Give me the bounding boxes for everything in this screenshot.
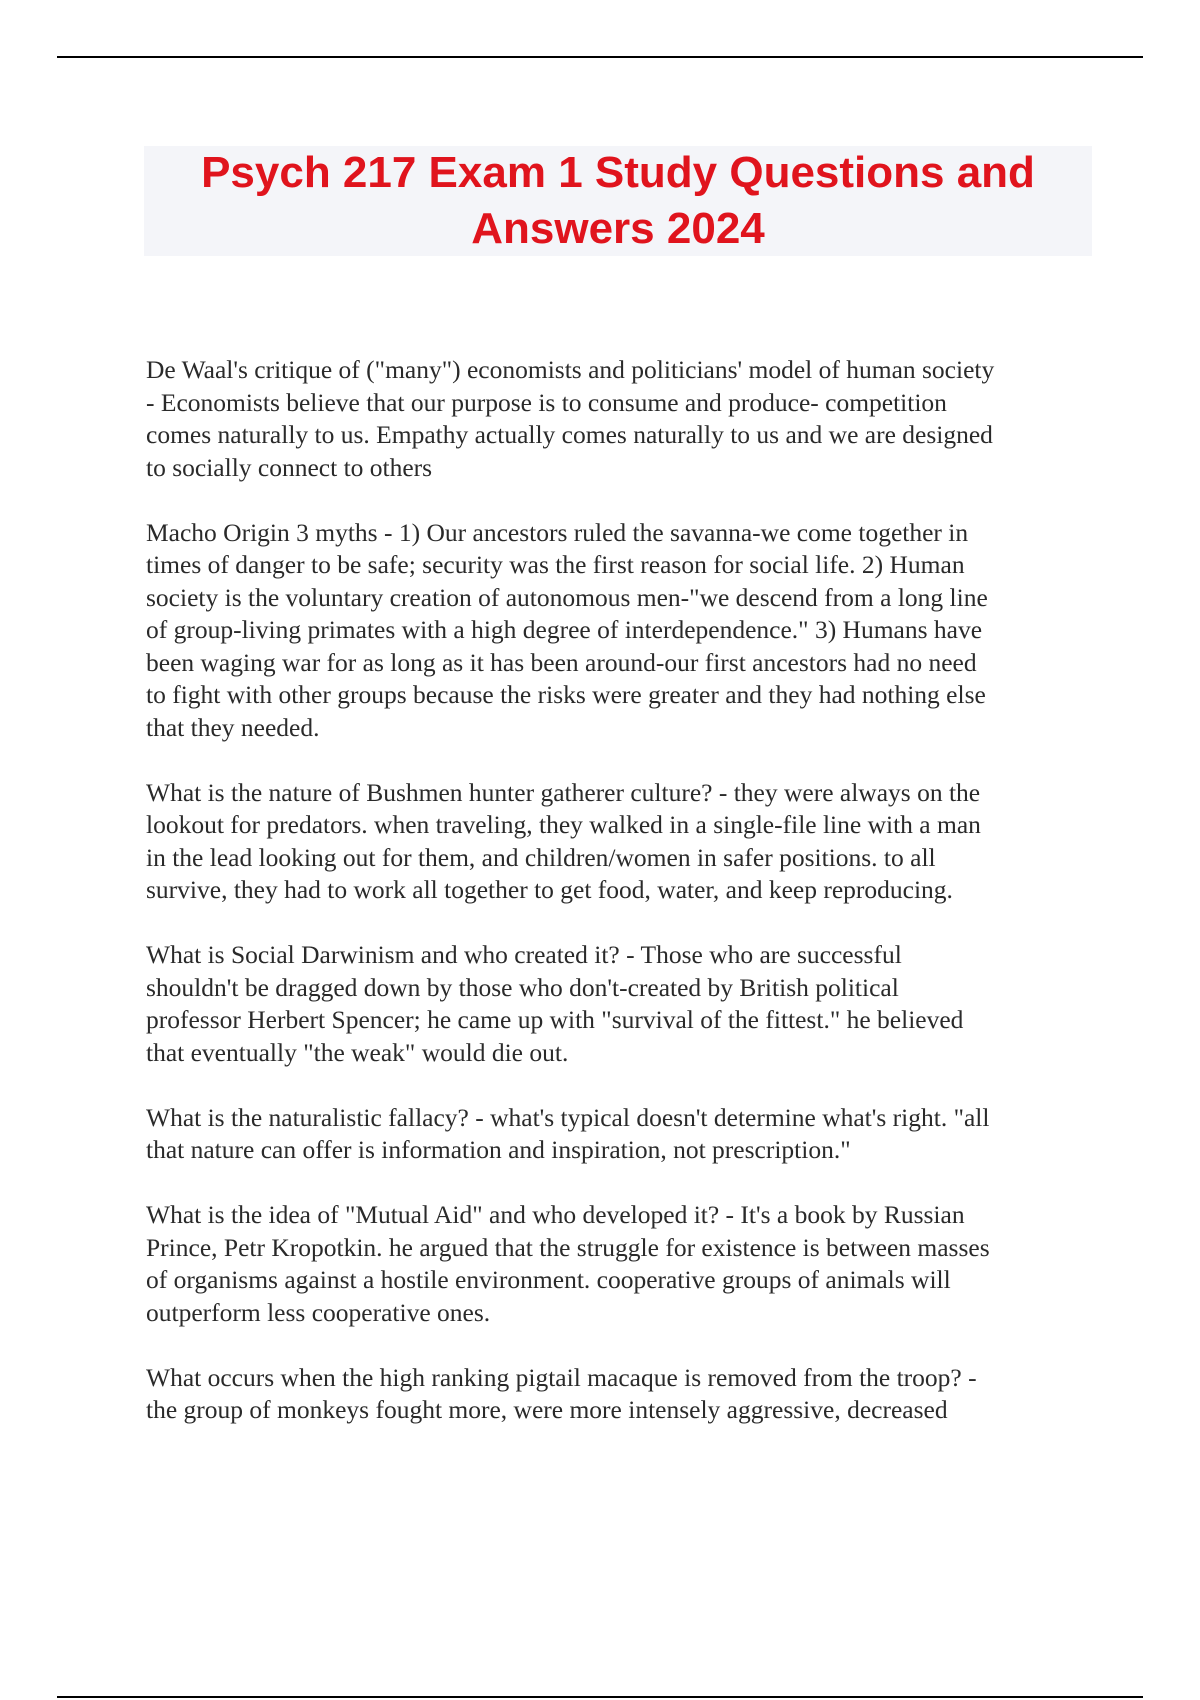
qa-line: society is the voluntary creation of autonomous men-"we descend from a long line bbox=[146, 582, 988, 612]
qa-line: that eventually "the weak" would die out. bbox=[146, 1037, 569, 1067]
qa-line: Prince, Petr Kropotkin. he argued that the struggle for existence is between masses bbox=[146, 1232, 990, 1262]
qa-line: comes naturally to us. Empathy actually comes naturally to us and we are designed bbox=[146, 420, 993, 449]
qa-line: of organisms against a hostile environment. cooperative groups of animals will bbox=[146, 1265, 951, 1294]
qa-item bbox=[146, 777, 1096, 907]
qa-item bbox=[146, 354, 1096, 484]
qa-item bbox=[146, 1199, 1096, 1329]
qa-line: of group-living primates with a high degree of interdependence." 3) Humans have bbox=[146, 615, 983, 644]
qa-line: What is the idea of "Mutual Aid" and who developed it? - It's a book by Russian bbox=[146, 1200, 965, 1229]
qa-line: in the lead looking out for them, and children/women in safer positions. to all bbox=[146, 842, 936, 872]
qa-line: What is Social Darwinism and who created it? - Those who are successful bbox=[146, 940, 902, 969]
qa-line: to fight with other groups because the risks were greater and they had nothing else bbox=[146, 680, 986, 709]
qa-line: What is the nature of Bushmen hunter gatherer culture? - they were always on the bbox=[146, 777, 981, 807]
qa-line: been waging war for as long as it has been around-our first ancestors had no need bbox=[146, 647, 977, 677]
qa-line: lookout for predators. when traveling, they walked in a single-file line with a man bbox=[146, 810, 981, 839]
qa-item bbox=[146, 517, 1096, 745]
top-rule bbox=[57, 56, 1143, 58]
qa-item bbox=[146, 1362, 1096, 1427]
qa-line: What is the naturalistic fallacy? - what's typical doesn't determine what's right. "all bbox=[146, 1102, 990, 1132]
title-line-2: Answers 2024 bbox=[471, 204, 765, 253]
qa-line: times of danger to be safe; security was the first reason for social life. 2) Human bbox=[146, 550, 965, 579]
qa-line: Macho Origin 3 myths - 1) Our ancestors ruled the savanna-we come together in bbox=[146, 517, 969, 547]
qa-line: that nature can offer is information and inspiration, not prescription." bbox=[146, 1135, 851, 1164]
qa-line: to socially connect to others bbox=[146, 452, 433, 482]
qa-line: that they needed. bbox=[146, 712, 320, 742]
qa-line: professor Herbert Spencer; he came up with "survival of the fittest." he believed bbox=[146, 1005, 964, 1034]
title-line-1: Psych 217 Exam 1 Study Questions and bbox=[201, 148, 1035, 197]
qa-item bbox=[146, 939, 1096, 1069]
qa-line: De Waal's critique of ("many") economists and politicians' model of human society bbox=[146, 355, 995, 384]
qa-line: outperform less cooperative ones. bbox=[146, 1297, 491, 1327]
bottom-rule bbox=[57, 1696, 1143, 1698]
document-title bbox=[144, 146, 1092, 256]
qa-line: - Economists believe that our purpose is to consume and produce- competition bbox=[146, 387, 947, 417]
qa-item bbox=[146, 1102, 1096, 1167]
qa-line: What occurs when the high ranking pigtail macaque is removed from the troop? - bbox=[146, 1362, 977, 1392]
qa-line: shouldn't be dragged down by those who don't-created by British political bbox=[146, 972, 899, 1002]
qa-line: the group of monkeys fought more, were more intensely aggressive, decreased bbox=[146, 1395, 948, 1424]
qa-content bbox=[146, 354, 1096, 1459]
qa-line: survive, they had to work all together to get food, water, and keep reproducing. bbox=[146, 875, 953, 904]
